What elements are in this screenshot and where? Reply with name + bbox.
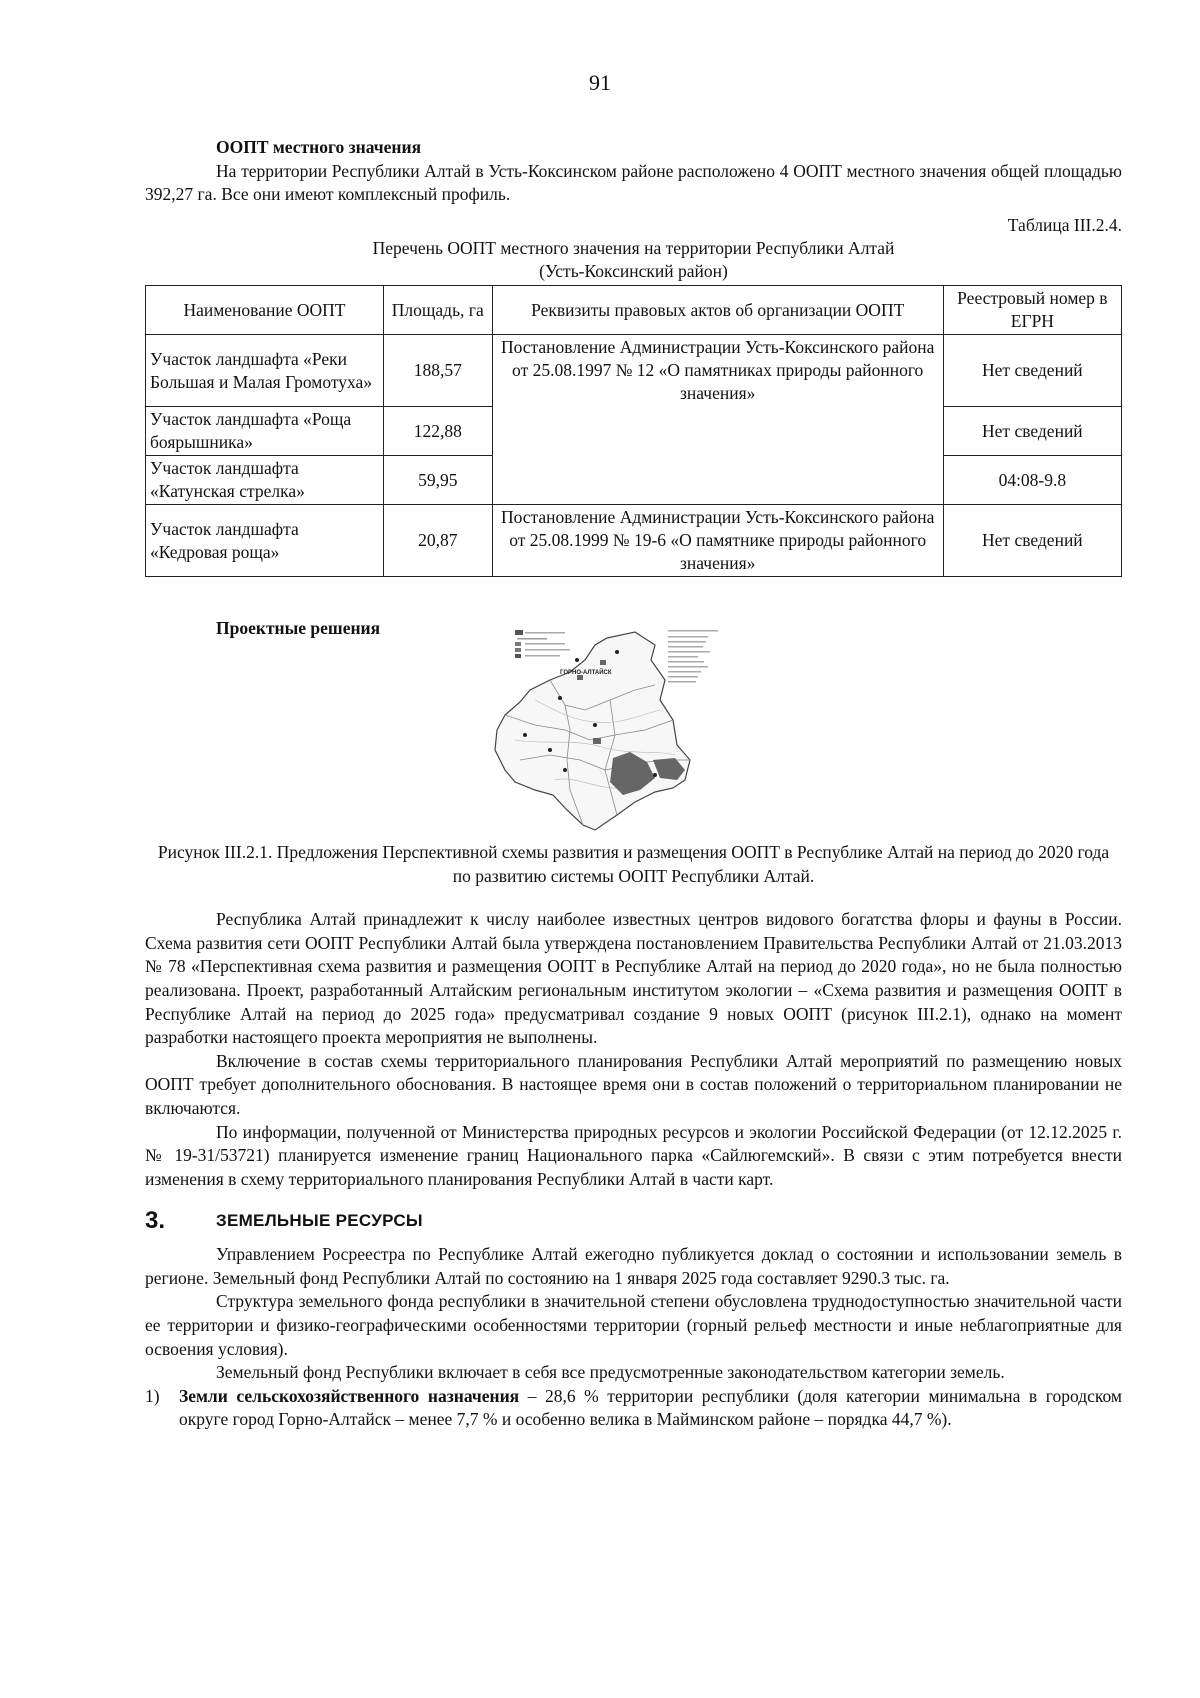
section-number: 3. [145,1207,166,1235]
land-paragraph: Структура земельного фонда республики в значительной степени обусловлена труднодоступностью значительной части ее территории и физико-географическими особенностями территории (горный рельеф местности и иные неблагоприятные для освоения условия). [145,1291,1122,1359]
section-title: ЗЕМЕЛЬНЫЕ РЕСУРСЫ [216,1211,423,1231]
row-registry: Нет сведений [943,407,1121,456]
oopt-table [145,285,1122,577]
row-act: Постановление Администрации Усть-Коксинского района от 25.08.1997 № 12 «О памятниках природы районного значения» [492,335,943,505]
map-city-label: ГОРНО-АЛТАЙСК [560,670,612,676]
list-item [145,1385,1122,1432]
row-area: 59,95 [383,456,492,505]
figure-caption: Рисунок III.2.1. Предложения Перспективной схемы развития и размещения ООПТ в Республике Алтай на период до 2020 года по развитию системы ООПТ Республики Алтай. [157,841,1110,886]
oopt-map-figure [355,630,755,835]
local-oopt-paragraph: На территории Республики Алтай в Усть-Коксинском районе расположено 4 ООПТ местного значения общей площадью 392,27 га. Все они имеют комплексный профиль. [145,160,1122,205]
section-heading [145,1203,1122,1243]
row-registry: Нет сведений [943,335,1121,407]
project-paragraph: По информации, полученной от Министерства природных ресурсов и экологии Российской Федерации (от 12.12.2025 г. № 19-31/53721) планируется изменение границ Национального парка «Сайлюгемский». В связи с этим потребуется внести изменения в схему территориального планирования Республики Алтай в части карт. [145,1121,1122,1189]
row-registry: 04:08-9.8 [943,456,1121,505]
table-header-row [146,286,1122,335]
list-item-text: – 28,6 % территории республики (доля категории минимальна в городском округе город Горно-Алтайск – менее 7,7 % и особенно велика в Майминском районе – порядка 44,7 %). [179,1385,1122,1430]
table-title [145,237,1122,283]
row-name: Участок ландшафта «Катунская стрелка» [146,456,384,505]
row-name: Участок ландшафта «Кедровая роща» [146,505,384,577]
table-row [146,335,1122,407]
row-area: 122,88 [383,407,492,456]
land-paragraph: Управлением Росреестра по Республике Алтай ежегодно публикуется доклад о состоянии и использовании земель в регионе. Земельный фонд Республики Алтай по состоянию на 1 января 2025 года составляет 9290.3 тыс. га. [145,1244,1122,1288]
map-legend-right [668,630,718,683]
region-outline [495,632,690,830]
row-area: 188,57 [383,335,492,407]
header-name: Наименование ООПТ [146,286,384,335]
project-paragraph: Республика Алтай принадлежит к числу наиболее известных центров видового богатства флоры и фауны в России. Схема развития сети ООПТ Республики Алтай была утверждена постановлением Правительства Республики Алтай от 21.03.2013 № 78 «Перспективная схема развития и размещения ООПТ в Республике Алтай на период до 2020 года», но не была полностью реализована. Проект, разработанный Алтайским региональным институтом экологии – «Схема развития и размещения ООПТ в Республике Алтай на период до 2025 года» предусматривал создание 9 новых ООПТ (рисунок III.2.1), однако на момент разработки настоящего проекта мероприятия не выполнены. [145,909,1122,1048]
table-number: Таблица III.2.4. [1007,214,1122,235]
header-acts: Реквизиты правовых актов об организации ООПТ [492,286,943,335]
local-oopt-heading: ООПТ местного значения [216,137,422,157]
row-name: Участок ландшафта «Реки Большая и Малая Громотуха» [146,335,384,407]
table-row [146,505,1122,577]
row-area: 20,87 [383,505,492,577]
row-act: Постановление Администрации Усть-Коксинского района от 25.08.1999 № 19-6 «О памятнике природы районного значения» [492,505,943,577]
land-paragraph: Земельный фонд Республики включает в себя все предусмотренные законодательством категории земель. [216,1362,1005,1383]
list-item-number: 1) [145,1385,160,1406]
page-number: 91 [589,70,611,95]
map-legend-left [515,630,570,658]
table-title-line2: (Усть-Коксинский район) [539,261,728,282]
row-registry: Нет сведений [943,505,1121,577]
row-name: Участок ландшафта «Роща боярышника» [146,407,384,456]
header-area: Площадь, га [383,286,492,335]
project-paragraph: Включение в состав схемы территориального планирования Республики Алтай мероприятий по размещению новых ООПТ требует дополнительного обоснования. В настоящее время они в состав положений о территориальном планировании не включаются. [145,1050,1122,1118]
project-heading: Проектные решения [216,618,381,639]
table-title-line1: Перечень ООПТ местного значения на территории Республики Алтай [372,238,895,259]
list-item-bold: Земли сельскохозяйственного назначения [179,1385,520,1406]
header-registry: Реестровый номер в ЕГРН [943,286,1121,335]
